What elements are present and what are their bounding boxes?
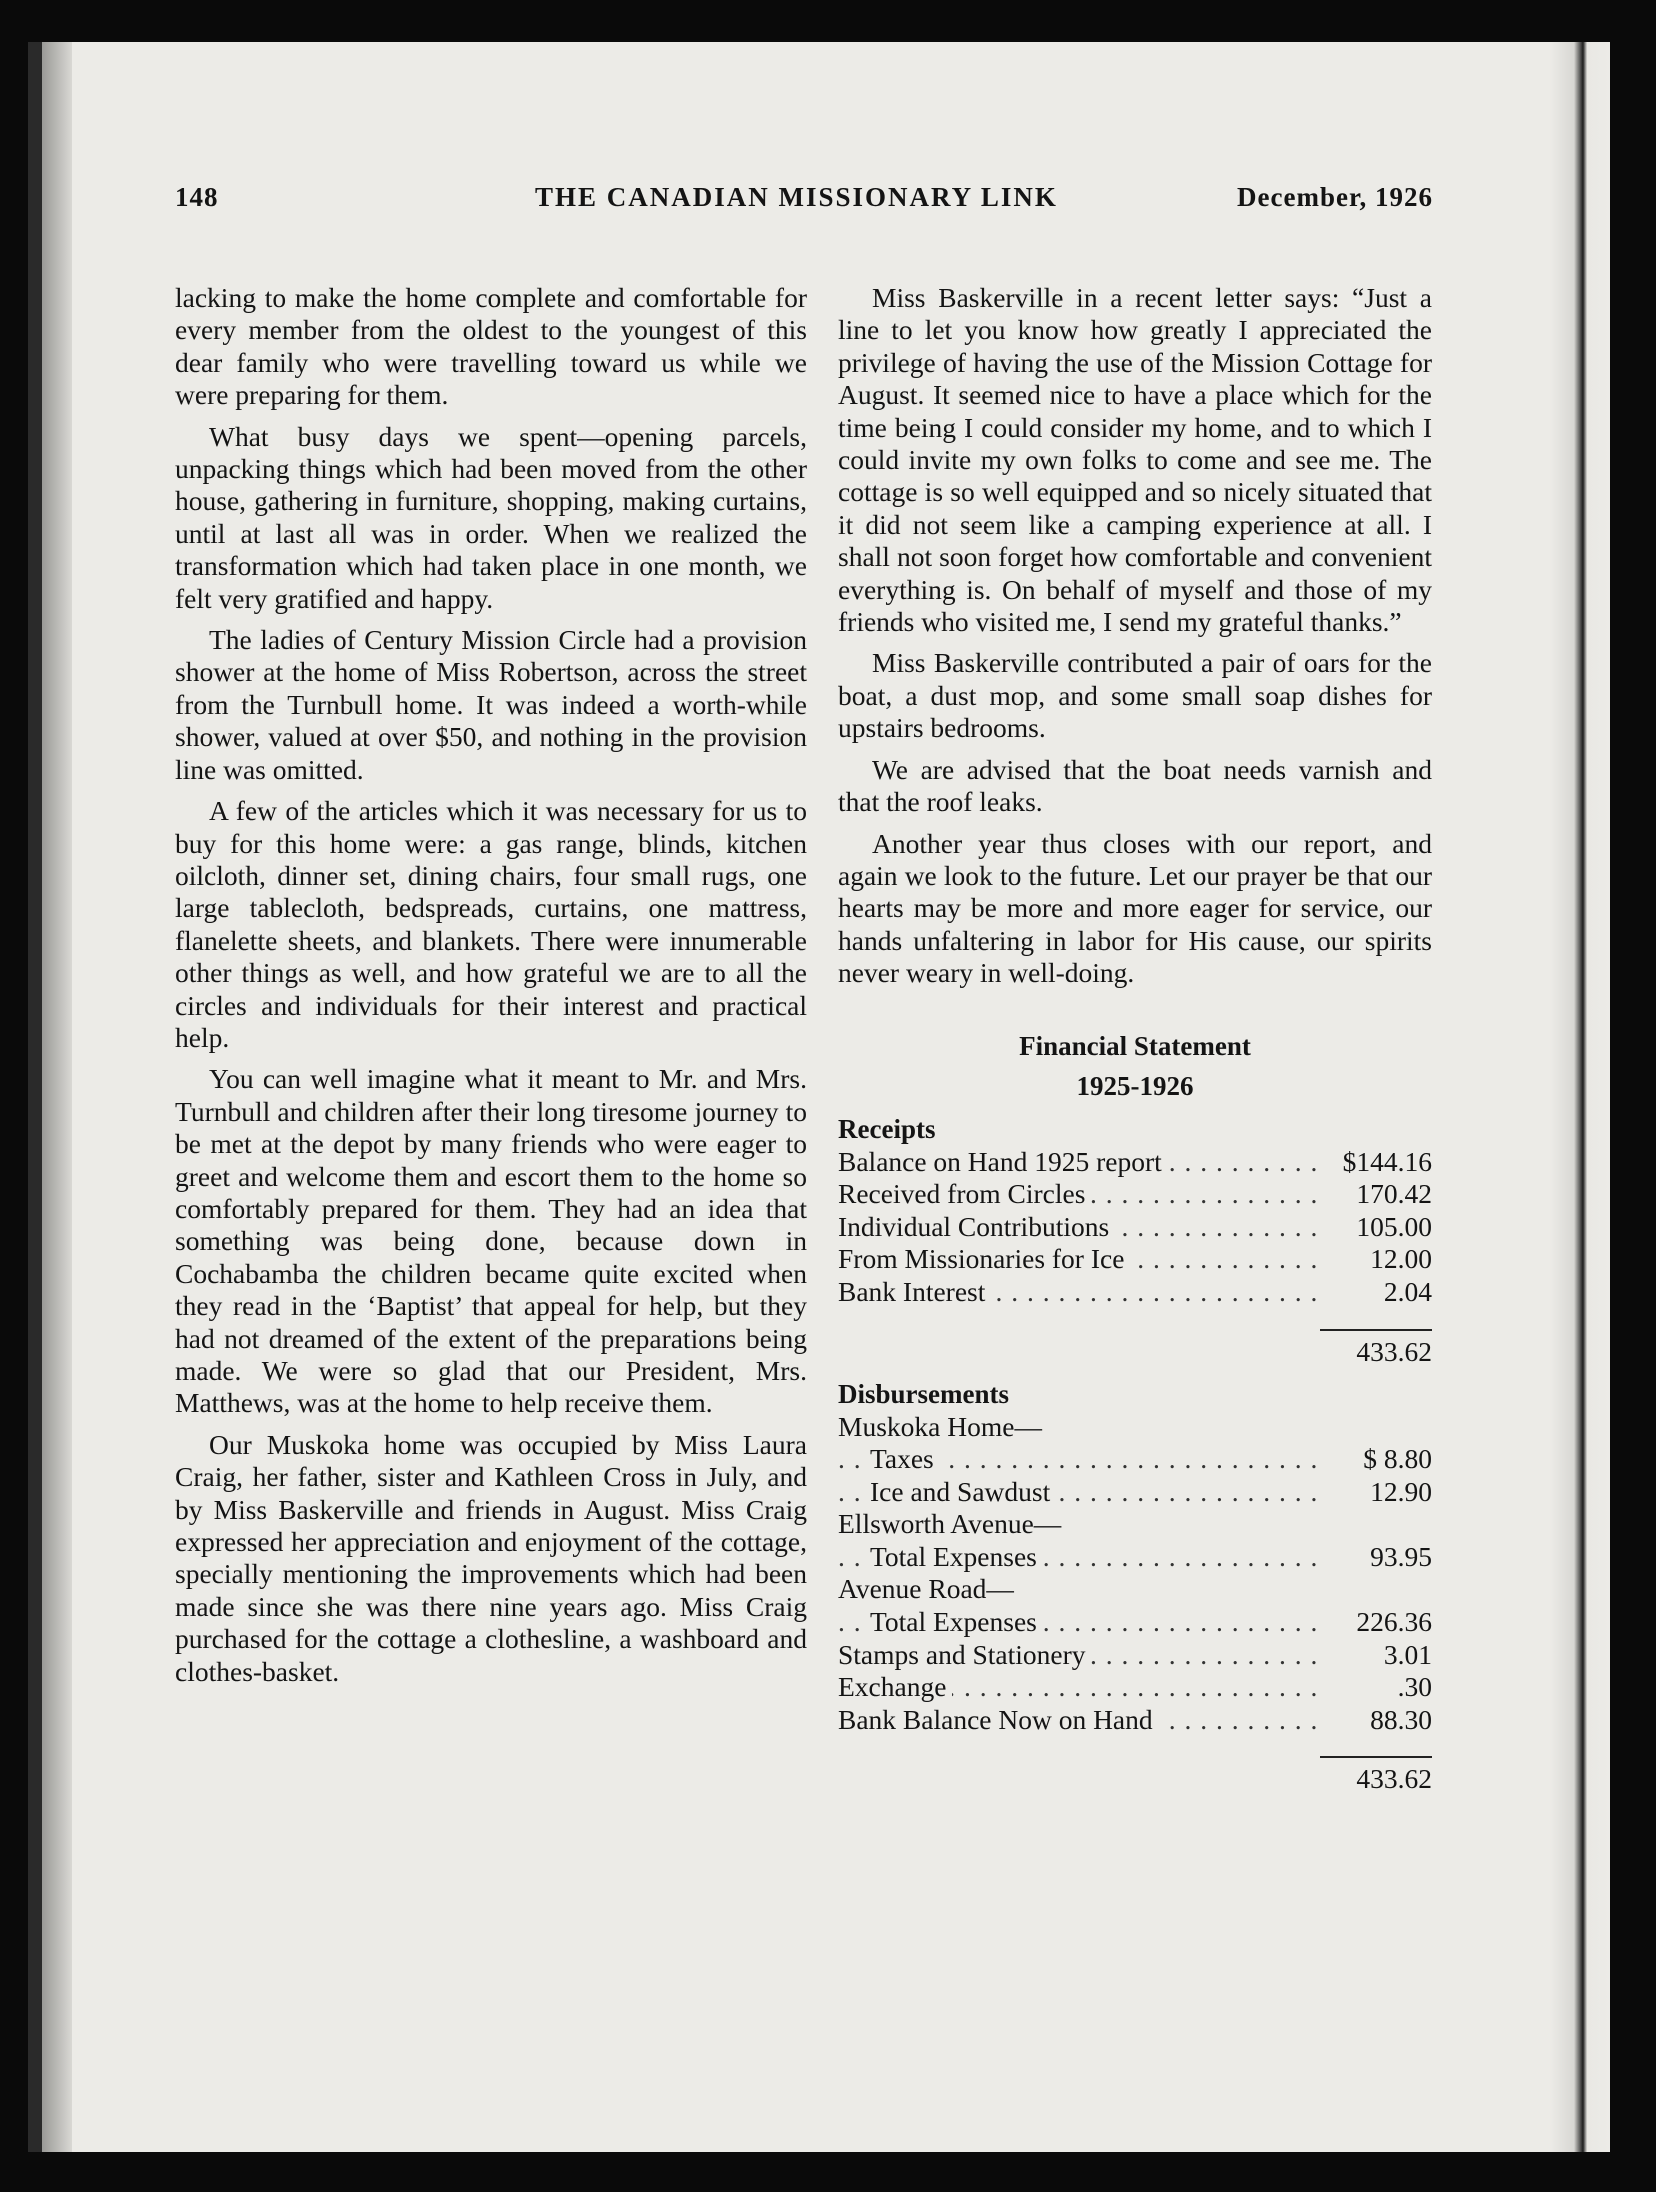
ledger-label: From Missionaries for Ice	[838, 1243, 1130, 1274]
ledger-subheading-row	[838, 1411, 1432, 1444]
ledger-amount: $ 8.80	[1363, 1443, 1432, 1475]
ledger-label: Balance on Hand 1925 report	[838, 1146, 1168, 1177]
ledger-amount: 226.36	[1356, 1606, 1432, 1638]
ledger-label: Taxes	[870, 1443, 940, 1474]
ledger-label: Bank Balance Now on Hand	[838, 1704, 1159, 1735]
disbursements-heading: Disbursements	[838, 1378, 1010, 1409]
ledger-subheading: Avenue Road—	[838, 1573, 1014, 1605]
ledger-amount: 2.04	[1383, 1275, 1432, 1307]
ledger-row	[838, 1243, 1432, 1276]
ledger-row	[838, 1671, 1432, 1704]
receipts-table	[838, 1146, 1432, 1373]
receipts-heading: Receipts	[838, 1113, 936, 1144]
ledger-amount: 105.00	[1356, 1210, 1432, 1242]
ledger-amount: .30	[1397, 1671, 1432, 1703]
ledger-label: Stamps and Stationery	[838, 1639, 1091, 1670]
ledger-row	[838, 1704, 1432, 1737]
ledger-row	[838, 1639, 1432, 1672]
financial-statement-years: 1925-1926	[1076, 1070, 1194, 1101]
paragraph: We are advised that the boat needs varnish and that the roof leaks.	[838, 753, 1432, 818]
paragraph: Another year thus closes with our report, and again we look to the future. Let our prayer be that our hearts may be more and more eager for service, our hands unfaltering in labor for His cause, our spirits never weary in well-doing.	[838, 827, 1432, 989]
publication-title: THE CANADIAN MISSIONARY LINK	[535, 182, 1058, 212]
ledger-label: Total Expenses	[870, 1541, 1043, 1572]
ledger-amount: 88.30	[1370, 1703, 1432, 1735]
page-number: 148	[175, 182, 219, 212]
ledger-label: Ice and Sawdust	[870, 1476, 1056, 1507]
page-header	[175, 182, 1433, 222]
paragraph: Miss Baskerville in a recent letter says: “Just a line to let you know how greatly I appreciated the privilege of having the use of the Mission Cottage for August. It seemed nice to have a place which for the time being I could consider my home, and to which I could invite my own folks to come and see me. The cottage is so well equipped and so nicely situated that it did not seem like a camping experience at all. I shall not soon forget how comfortable and convenient everything is. On behalf of myself and those of my friends who visited me, I send my grateful thanks.”	[838, 282, 1432, 638]
ledger-amount: 170.42	[1356, 1178, 1432, 1210]
ledger-subheading-row	[838, 1508, 1432, 1541]
ledger-amount: 12.90	[1370, 1475, 1432, 1507]
paragraph: Our Muskoka home was occupied by Miss Laura Craig, her father, sister and Kathleen Cross in July, and by Miss Baskerville and friends in August. Miss Craig expressed her appreciation and enjoyment of the cottage, specially mentioning the improvements which had been made since she was there nine years ago. Miss Craig purchased for the cottage a clothesline, a washboard and clothes-basket.	[175, 1428, 807, 1687]
paragraph: A few of the articles which it was necessary for us to buy for this home were: a gas range, blinds, kitchen oilcloth, dinner set, dining chairs, four small rugs, one large tablecloth, bedspreads, curtains, one mattress, flanelette sheets, and blankets. There were innumerable other things as well, and how grateful we are to all the circles and individuals for their interest and practical help.	[175, 795, 807, 1053]
paragraph: lacking to make the home complete and comfortable for every member from the oldest to the youngest of this dear family who were travelling toward us while we were preparing for them.	[175, 282, 807, 411]
receipts-total: 433.62	[1320, 1330, 1432, 1373]
ledger-label: Exchange	[838, 1671, 952, 1702]
financial-statement-title: Financial Statement	[1019, 1030, 1251, 1061]
left-column	[175, 282, 807, 1697]
ledger-amount: 93.95	[1370, 1540, 1432, 1572]
ledger-row	[838, 1606, 1432, 1639]
ledger-label: Bank Interest	[838, 1276, 991, 1307]
ledger-amount: $144.16	[1342, 1145, 1432, 1177]
ledger-row	[838, 1541, 1432, 1574]
ledger-row	[838, 1178, 1432, 1211]
ledger-row	[838, 1276, 1432, 1309]
paragraph: You can well imagine what it meant to Mr. and Mrs. Turnbull and children after their long tiresome journey to be met at the depot by many friends who were eager to greet and welcome them and escort them to the home so comfortably prepared for them. They had an idea that something was being done, because down in Cochabamba the children became quite excited when they read in the ‘Baptist’ that appeal for help, but they had not dreamed of the extent of the preparations being made. We were so glad that our President, Mrs. Matthews, was at the home to help receive them.	[175, 1063, 807, 1419]
issue-date: December, 1926	[1237, 182, 1433, 212]
ledger-row	[838, 1476, 1432, 1509]
paragraph: The ladies of Century Mission Circle had a provision shower at the home of Miss Robertson, across the street from the Turnbull home. It was indeed a worth-while shower, valued at over $50, and nothing in the provision line was omitted.	[175, 624, 807, 785]
ledger-row	[838, 1443, 1432, 1476]
ledger-row	[838, 1146, 1432, 1179]
right-column	[838, 282, 1432, 1800]
ledger-subheading: Muskoka Home—	[838, 1410, 1042, 1442]
ledger-amount: 3.01	[1383, 1638, 1432, 1670]
page-gutter-shadow	[1550, 42, 1610, 2152]
ledger-amount: 12.00	[1370, 1243, 1432, 1275]
disbursements-table	[838, 1411, 1432, 1801]
disbursements-total: 433.62	[1320, 1757, 1432, 1800]
ledger-row	[838, 1211, 1432, 1244]
paragraph: Miss Baskerville contributed a pair of oars for the boat, a dust mop, and some small soap dishes for upstairs bedrooms.	[838, 647, 1432, 744]
ledger-label: Total Expenses	[870, 1606, 1043, 1637]
ledger-label: Received from Circles	[838, 1178, 1091, 1209]
disbursements-total-row	[838, 1757, 1432, 1800]
paragraph: What busy days we spent—opening parcels, unpacking things which had been moved from the other house, gathering in furniture, shopping, making curtains, until at last all was in order. When we realized the transformation which had taken place in one month, we felt very gratified and happy.	[175, 420, 807, 614]
ledger-label: Individual Contributions	[838, 1211, 1115, 1242]
ledger-subheading-row	[838, 1573, 1432, 1606]
receipts-total-row	[838, 1330, 1432, 1373]
ledger-subheading: Ellsworth Avenue—	[838, 1508, 1062, 1540]
